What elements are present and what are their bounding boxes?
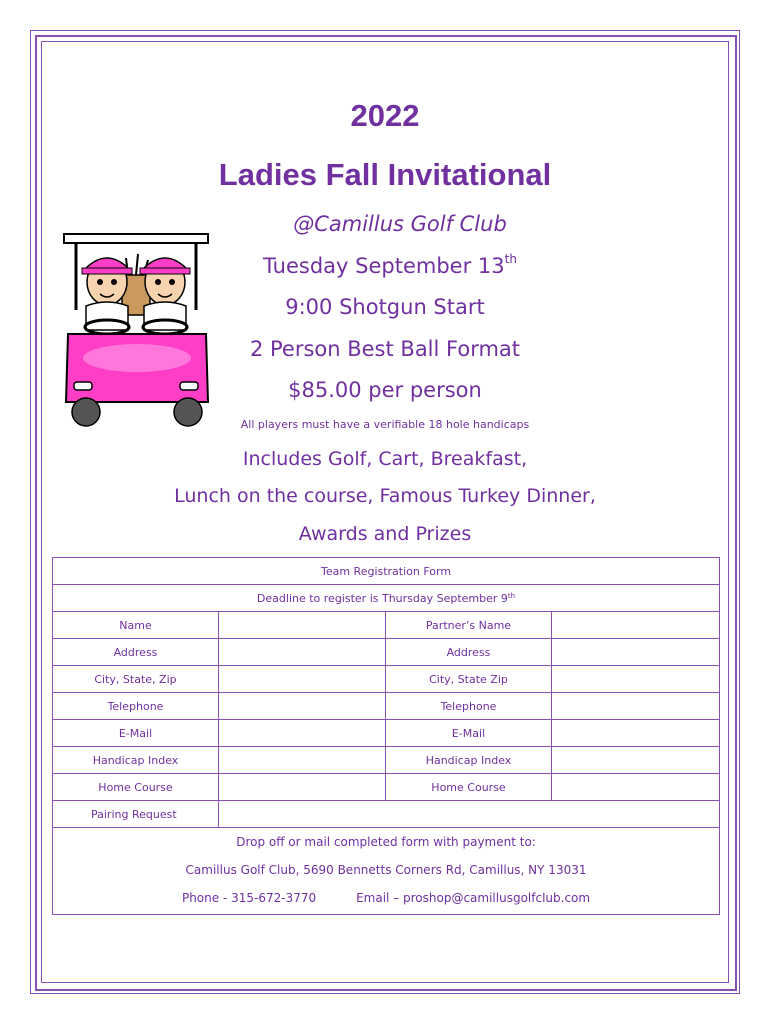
deadline <box>53 585 720 612</box>
form-row <box>53 666 720 693</box>
event-date <box>0 254 770 278</box>
start-time: 9:00 Shotgun Start <box>285 295 485 319</box>
contact-line <box>53 884 719 912</box>
deadline-main: Deadline to register is Thursday September 9 <box>256 591 508 605</box>
label-partner-city-state-zip: City, State Zip <box>386 666 552 693</box>
label-home-course: Home Course <box>53 774 219 801</box>
footer-instructions: Drop off or mail completed form with payment to: <box>236 835 536 849</box>
form-heading-row <box>53 558 720 585</box>
label-partner-name: Partner’s Name <box>386 612 552 639</box>
handicap-index-field[interactable] <box>219 747 386 774</box>
club-address: Camillus Golf Club, 5690 Bennetts Corners Rd, Camillus, NY 13031 <box>185 863 587 877</box>
phone-number: Phone - 315-672-3770 <box>181 891 317 905</box>
label-name: Name <box>53 612 219 639</box>
partner-city-state-zip-field[interactable] <box>552 666 720 693</box>
label-partner-home-course: Home Course <box>386 774 552 801</box>
pairing-request-field[interactable] <box>219 801 720 828</box>
label-partner-address: Address <box>386 639 552 666</box>
label-email: E-Mail <box>53 720 219 747</box>
label-handicap-index: Handicap Index <box>53 747 219 774</box>
pairing-row <box>53 801 720 828</box>
form-row <box>53 693 720 720</box>
includes-line-1: Includes Golf, Cart, Breakfast, <box>242 448 528 470</box>
name-field[interactable] <box>219 612 386 639</box>
event-price: $85.00 per person <box>288 378 482 402</box>
event-title: Ladies Fall Invitational <box>218 157 552 192</box>
deadline-row <box>53 585 720 612</box>
form-row <box>53 639 720 666</box>
form-row <box>53 612 720 639</box>
registration-form <box>52 557 720 915</box>
partner-telephone-field[interactable] <box>552 693 720 720</box>
partner-email-field[interactable] <box>552 720 720 747</box>
event-format: 2 Person Best Ball Format <box>249 337 521 361</box>
form-row <box>53 720 720 747</box>
partner-address-field[interactable] <box>552 639 720 666</box>
event-year: 2022 <box>350 98 420 133</box>
venue: @Camillus Golf Club <box>293 212 507 236</box>
partner-name-field[interactable] <box>552 612 720 639</box>
city-state-zip-field[interactable] <box>219 666 386 693</box>
label-city-state-zip: City, State, Zip <box>53 666 219 693</box>
form-row <box>53 774 720 801</box>
label-telephone: Telephone <box>53 693 219 720</box>
address-field[interactable] <box>219 639 386 666</box>
label-partner-email: E-Mail <box>386 720 552 747</box>
form-footer <box>53 828 720 915</box>
partner-handicap-index-field[interactable] <box>552 747 720 774</box>
home-course-field[interactable] <box>219 774 386 801</box>
includes-line-2: Lunch on the course, Famous Turkey Dinner, <box>174 485 596 507</box>
email-field[interactable] <box>219 720 386 747</box>
telephone-field[interactable] <box>219 693 386 720</box>
footer-row <box>53 828 720 915</box>
label-pairing-request: Pairing Request <box>53 801 219 828</box>
event-date-main: Tuesday September 13 <box>263 254 505 278</box>
label-partner-handicap-index: Handicap Index <box>386 747 552 774</box>
event-date-suffix: th <box>504 252 517 266</box>
form-row <box>53 747 720 774</box>
email-address: Email – proshop@camillusgolfclub.com <box>356 891 591 905</box>
includes-line-3: Awards and Prizes <box>298 523 472 545</box>
label-partner-telephone: Telephone <box>386 693 552 720</box>
deadline-suffix: th <box>507 591 516 600</box>
form-heading: Team Registration Form <box>53 558 720 585</box>
partner-home-course-field[interactable] <box>552 774 720 801</box>
handicap-note: All players must have a verifiable 18 hole handicaps <box>240 418 530 431</box>
label-address: Address <box>53 639 219 666</box>
